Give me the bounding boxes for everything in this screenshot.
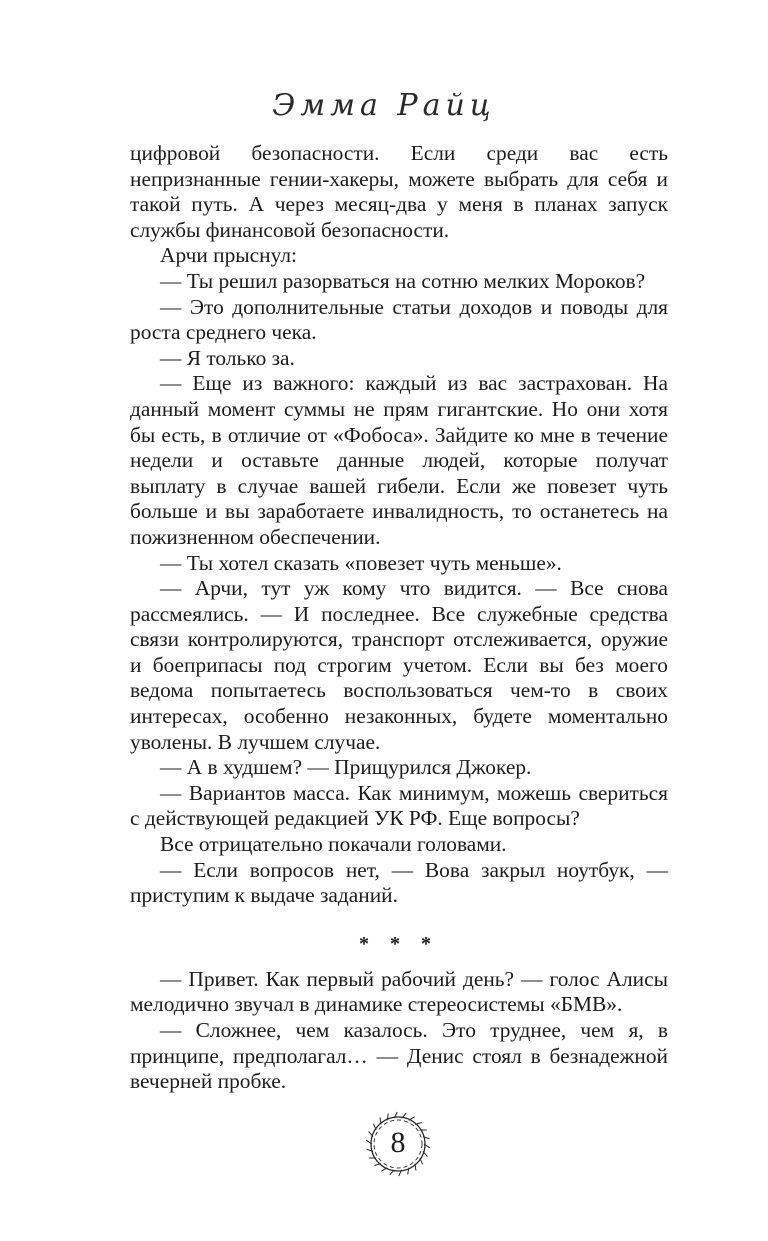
section-separator: * * *	[359, 932, 439, 955]
thorn-mark	[409, 1117, 415, 1121]
body-text	[130, 141, 668, 1095]
paragraph-dialogue: — Привет. Как первый рабочий день? — голос Алисы мелодично звучал в динамике стереосистемы «БМВ».	[130, 966, 668, 1017]
paragraph-dialogue: — Арчи, тут уж кому что видится. — Все снова рассмеялись. — И последнее. Все служебные средства связи контролируются, транспорт отслеживается, оружие и боеприпасы под строгим учетом. Если вы без моего ведома попытаетесь воспользоваться чем-то в своих интересах, особенно незаконных, будете моментально уволены. В лучшем случае.	[130, 576, 668, 754]
paragraph-dialogue: — Если вопросов нет, — Вова закрыл ноутбук, — приступим к выдаче заданий.	[130, 857, 668, 908]
running-header-author: Эмма Райц	[272, 88, 496, 123]
paragraph-dialogue: — Сложнее, чем казалось. Это труднее, чем я, в принципе, предполагал… — Денис стоял в безнадежной вечерней пробке.	[130, 1018, 668, 1094]
thorn-mark	[381, 1168, 387, 1172]
paragraph: Все отрицательно покачали головами.	[160, 832, 507, 857]
paragraph-dialogue: — Я только за.	[160, 345, 295, 370]
paragraph-dialogue: — Еще из важного: каждый из вас застрахован. На данный момент суммы не прям гигантские. Но они хотя бы есть, в отличие от «Фобоса». Зайдите ко мне в течение недели и оставьте данные людей, которые получат выплату в случае вашей гибели. Если же повезет чуть больше и вы заработаете инвалидность, то останетесь на пожизненном обеспечении.	[130, 371, 668, 549]
page-number-badge	[360, 1106, 436, 1182]
page-number: 8	[390, 1126, 406, 1159]
paragraph-dialogue: — А в худшем? — Прищурился Джокер.	[160, 755, 532, 780]
paragraph-dialogue: — Ты хотел сказать «повезет чуть меньше».	[160, 550, 562, 575]
paragraph: Арчи прыснул:	[160, 243, 297, 268]
paragraph-continued: цифровой безопасности. Если среди вас есть непризнанные гении-хакеры, можете выбрать для себя и такой путь. А через месяц-два у меня в планах запуск службы финансовой безопасности.	[130, 141, 668, 242]
paragraph-dialogue: — Вариантов масса. Как минимум, можешь свериться с действующей редакцией УК РФ. Еще вопросы?	[130, 780, 668, 831]
paragraph-dialogue: — Ты решил разорваться на сотню мелких Мороков?	[160, 268, 646, 293]
paragraph-dialogue: — Это дополнительные статьи доходов и поводы для роста среднего чека.	[130, 294, 668, 345]
